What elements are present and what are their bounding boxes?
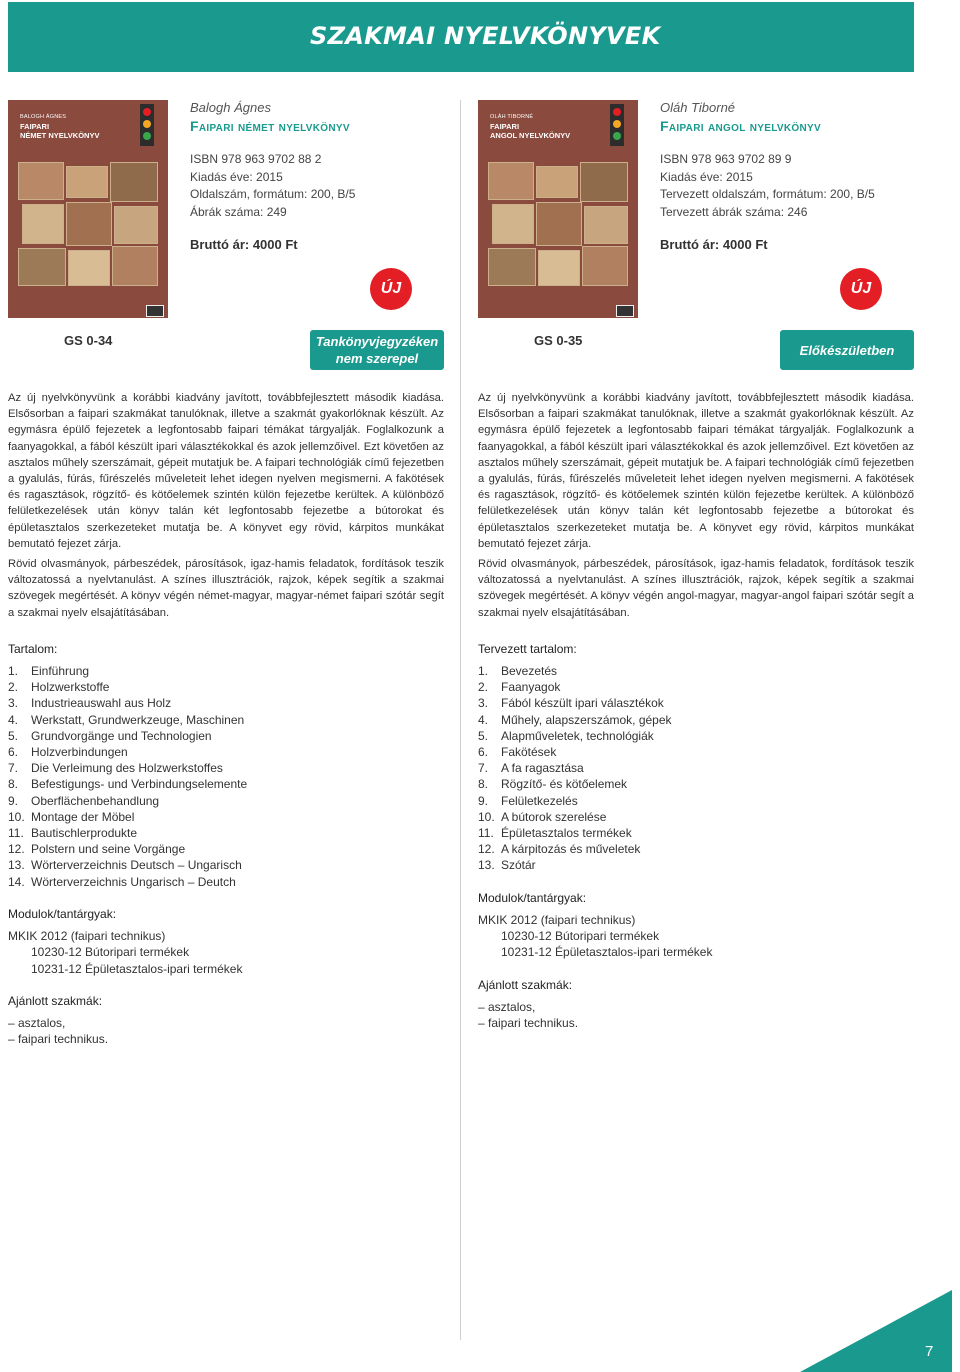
- book-fact: Tervezett ábrák száma: 246: [660, 204, 808, 219]
- toc-item: [478, 776, 914, 792]
- traffic-light-lamp: [143, 120, 151, 128]
- toc-number: 2.: [8, 680, 19, 695]
- cover-photo: [538, 250, 580, 286]
- toc-text: Bevezetés: [501, 664, 558, 679]
- modules-title: Modulok/tantárgyak:: [8, 906, 117, 921]
- toc-item: [8, 825, 444, 841]
- cover-photo: [66, 202, 112, 246]
- book-title: Faipari angol nyelvkönyv: [660, 118, 821, 134]
- toc-text: A kárpitozás és műveletek: [501, 842, 641, 857]
- book-fact: Oldalszám, formátum: 200, B/5: [190, 187, 356, 201]
- toc-number: 1.: [478, 664, 489, 679]
- toc-item: [8, 679, 444, 695]
- toc-number: 9.: [8, 793, 19, 808]
- toc-text: Polstern und seine Vorgänge: [31, 842, 186, 857]
- toc-item: [478, 695, 914, 711]
- cover-photo: [18, 162, 64, 200]
- cover-photo: [22, 204, 64, 244]
- cover-photo: [582, 246, 628, 286]
- description-paragraph: Az új nyelvkönyvünk a korábbi kiadvány javított, továbbfejlesztett második kiadása. Elsősorban a faipari szakmákat tanulóknak, illetve a szakmát gyakorlóknak készült. Az egymásra épülő fejezetek a legfontosabb faipari témákat tárgyalják. Foglalkozunk a faanyagokkal, a fából készült ipari választékokkal és azok jellemzőivel. Ezt követően az asztalos műhely szerszámait, gépeit mutatjuk be. A faipari technológiák című fejezetben a gyalulás, fúrás, fűrészelés műveleteit lehet idegen nyelven megismerni. A fakötések és ragasztások, rögzítő- és kötőelemek szintén külön fejezetbe kerültek. A különböző felületkezelések után könyv talán két legfontosabb fejezetbe a bútorokat és épületasztalos szerkezeteket mutatja be. A könyvet egy rövid, kárpitos munkákat bemutató fejezet zárja.: [478, 392, 914, 550]
- toc-number: 8.: [478, 777, 489, 792]
- page-header: [8, 2, 914, 72]
- publisher-logo: [616, 305, 634, 317]
- toc-text: Holzwerkstoffe: [31, 680, 110, 695]
- toc-item: [8, 760, 444, 776]
- cover-photo: [584, 206, 628, 244]
- module-item: MKIK 2012 (faipari technikus): [478, 912, 636, 927]
- book-description: [8, 390, 444, 1047]
- cover-photo: [488, 162, 534, 200]
- column-divider: [460, 100, 461, 1340]
- cover-author: OLÁH TIBORNÉ: [490, 114, 534, 120]
- toc-text: Industrieauswahl aus Holz: [31, 696, 172, 711]
- book-meta: [660, 100, 918, 252]
- toc-number: 10.: [8, 809, 25, 824]
- cover-title-line: FAIPARI: [490, 122, 520, 131]
- toc-text: Oberflächenbehandlung: [31, 793, 160, 808]
- modules-list: [8, 928, 444, 977]
- toc-item: [478, 760, 914, 776]
- toc-number: 10.: [478, 809, 495, 824]
- new-badge: ÚJ: [370, 268, 412, 310]
- toc-text: Faanyagok: [501, 680, 561, 695]
- toc-item: [8, 841, 444, 857]
- cover-photo: [536, 166, 578, 198]
- book-description: [478, 390, 914, 1031]
- cover-photo: [112, 246, 158, 286]
- toc-number: 11.: [8, 826, 24, 841]
- cover-photo-collage: [18, 162, 158, 286]
- book-fact: Tervezett oldalszám, formátum: 200, B/5: [660, 187, 875, 201]
- traffic-light-lamp: [143, 108, 151, 116]
- page-title: SZAKMAI NYELVKÖNYVEK: [310, 22, 661, 50]
- recommended-item: – asztalos,: [478, 999, 536, 1014]
- traffic-light-lamp: [613, 120, 621, 128]
- book-price: Bruttó ár: 4000 Ft: [660, 237, 768, 252]
- book-meta: [190, 100, 448, 252]
- toc-item: [8, 857, 444, 873]
- modules-list: [478, 912, 914, 961]
- toc-number: 11.: [478, 826, 494, 841]
- toc-item: [478, 712, 914, 728]
- book-facts: [660, 151, 918, 221]
- book-fact: ISBN 978 963 9702 88 2: [190, 152, 322, 166]
- book-facts: [190, 151, 448, 221]
- module-item: 10231-12 Épületasztalos-ipari termékek: [501, 945, 713, 960]
- toc-text: Rögzítő- és kötőelemek: [501, 777, 628, 792]
- toc-number: 7.: [8, 761, 19, 776]
- toc-number: 12.: [8, 842, 25, 857]
- toc-number: 13.: [478, 858, 495, 873]
- toc-text: A bútorok szerelése: [501, 809, 607, 824]
- cover-photo: [536, 202, 582, 246]
- cover-author: BALOGH ÁGNES: [20, 114, 67, 120]
- toc-number: 8.: [8, 777, 19, 792]
- traffic-light-lamp: [613, 108, 621, 116]
- toc-text: Műhely, alapszerszámok, gépek: [501, 712, 672, 727]
- traffic-light-lamp: [143, 132, 151, 140]
- toc-item: [478, 841, 914, 857]
- toc-title: Tartalom:: [8, 641, 58, 656]
- toc-number: 1.: [8, 664, 19, 679]
- toc-number: 9.: [478, 793, 489, 808]
- toc-item: [8, 793, 444, 809]
- modules-title: Modulok/tantárgyak:: [478, 890, 587, 905]
- toc-item: [8, 712, 444, 728]
- toc-item: [478, 857, 914, 873]
- toc-text: Épületasztalos termékek: [501, 826, 632, 841]
- cover-title-line: FAIPARI: [20, 122, 50, 131]
- toc-list: [478, 663, 914, 874]
- traffic-light-lamp: [613, 132, 621, 140]
- publisher-logo: [146, 305, 164, 317]
- module-item: 10231-12 Épületasztalos-ipari termékek: [31, 961, 243, 976]
- toc-number: 3.: [478, 696, 489, 711]
- toc-text: Montage der Möbel: [31, 809, 135, 824]
- new-badge: ÚJ: [840, 268, 882, 310]
- status-line: nem szerepel: [335, 351, 419, 366]
- page-number: 7: [925, 1343, 934, 1360]
- module-item: MKIK 2012 (faipari technikus): [8, 929, 166, 944]
- cover-photo: [110, 162, 158, 202]
- status-badge: [780, 330, 914, 370]
- toc-item: [478, 809, 914, 825]
- toc-text: Fából készült ipari választékok: [501, 696, 664, 711]
- toc-item: [478, 728, 914, 744]
- status-badge: [310, 330, 444, 370]
- toc-item: [478, 825, 914, 841]
- toc-text: Wörterverzeichnis Ungarisch – Deutch: [31, 874, 236, 889]
- cover-photo-collage: [488, 162, 628, 286]
- book-fact: Kiadás éve: 2015: [660, 169, 753, 184]
- toc-list: [8, 663, 444, 890]
- book-fact: Kiadás éve: 2015: [190, 169, 283, 184]
- book-code: GS 0-35: [534, 333, 583, 348]
- cover-photo: [68, 250, 110, 286]
- toc-number: 4.: [478, 712, 489, 727]
- book-cover[interactable]: [8, 100, 168, 318]
- toc-number: 3.: [8, 696, 19, 711]
- module-item: 10230-12 Bútoripari termékek: [501, 929, 660, 944]
- toc-item: [8, 776, 444, 792]
- toc-item: [8, 663, 444, 679]
- module-item: 10230-12 Bútoripari termékek: [31, 945, 190, 960]
- status-line: Tankönyvjegyzéken: [315, 334, 439, 349]
- recommended-item: – faipari technikus.: [8, 1032, 109, 1047]
- cover-title-line: ANGOL NYELVKÖNYV: [490, 131, 571, 140]
- toc-text: Holzverbindungen: [31, 745, 128, 760]
- toc-number: 13.: [8, 858, 25, 873]
- toc-text: Fakötések: [501, 745, 557, 760]
- toc-text: Wörterverzeichnis Deutsch – Ungarisch: [31, 858, 242, 873]
- book-price: Bruttó ár: 4000 Ft: [190, 237, 298, 252]
- cover-photo: [488, 248, 536, 286]
- toc-text: Die Verleimung des Holzwerkstoffes: [31, 761, 223, 776]
- toc-title: Tervezett tartalom:: [478, 641, 577, 656]
- cover-photo: [66, 166, 108, 198]
- book-title: Faipari német nyelvkönyv: [190, 118, 350, 134]
- toc-text: Alapműveletek, technológiák: [501, 728, 654, 743]
- toc-number: 6.: [8, 745, 19, 760]
- cover-photo: [18, 248, 66, 286]
- toc-item: [8, 744, 444, 760]
- toc-text: Befestigungs- und Verbindungselemente: [31, 777, 248, 792]
- book-code: GS 0-34: [64, 333, 113, 348]
- book-cover[interactable]: [478, 100, 638, 318]
- toc-text: Szótár: [501, 858, 536, 873]
- recommended-title: Ajánlott szakmák:: [478, 977, 573, 992]
- toc-number: 4.: [8, 712, 19, 727]
- toc-item: [8, 809, 444, 825]
- toc-number: 5.: [8, 728, 19, 743]
- toc-item: [478, 679, 914, 695]
- toc-number: 5.: [478, 728, 489, 743]
- toc-item: [8, 728, 444, 744]
- description-paragraph: Rövid olvasmányok, párbeszédek, párosítások, igaz-hamis feladatok, fordítások teszik változatossá a nyelvtanulást. A színes illusztrációk, rajzok, képek segítik a szakmai szövegek megértését. A könyv végén német-magyar, magyar-német faipari szótár segít a szakmai nyelv elsajátításában.: [8, 558, 444, 619]
- cover-title: [490, 122, 570, 140]
- toc-text: Felületkezelés: [501, 793, 578, 808]
- toc-number: 7.: [478, 761, 489, 776]
- description-paragraph: Rövid olvasmányok, párbeszédek, párosítások, igaz-hamis feladatok, fordítások teszik változatossá a nyelvtanulást. A színes illusztrációk, rajzok, képek segítik a szakmai szövegek megértését. A könyv végén angol-magyar, magyar-angol faipari szótár segít a szakmai nyelv elsajátításában.: [478, 558, 914, 619]
- recommended-list: [478, 999, 914, 1031]
- toc-item: [478, 744, 914, 760]
- book-author: Oláh Tiborné: [660, 100, 736, 115]
- toc-item: [8, 874, 444, 890]
- cover-title-line: NÉMET NYELVKÖNYV: [20, 131, 100, 140]
- toc-text: Grundvorgänge und Technologien: [31, 728, 212, 743]
- toc-number: 6.: [478, 745, 489, 760]
- toc-number: 14.: [8, 874, 25, 889]
- status-line: Előkészületben: [799, 342, 895, 358]
- recommended-item: – asztalos,: [8, 1015, 66, 1030]
- book-fact: ISBN 978 963 9702 89 9: [660, 152, 792, 166]
- cover-title: [20, 122, 99, 140]
- toc-text: A fa ragasztása: [501, 761, 584, 776]
- toc-item: [8, 695, 444, 711]
- recommended-list: [8, 1015, 444, 1047]
- cover-photo: [580, 162, 628, 202]
- cover-photo: [492, 204, 534, 244]
- book-author: Balogh Ágnes: [190, 100, 271, 115]
- toc-item: [478, 663, 914, 679]
- toc-text: Einführung: [31, 664, 90, 679]
- description-paragraph: Az új nyelvkönyvünk a korábbi kiadvány javított, továbbfejlesztett második kiadása. Elsősorban a faipari szakmákat tanulóknak, illetve a szakmát gyakorlóknak készült. Az egymásra épülő fejezetek a legfontosabb faipari témákat tárgyalják. Foglalkozunk a faanyagokkal, a fából készült ipari választékokkal és azok jellemzőivel. Ezt követően az asztalos műhely szerszámait, gépeit mutatjuk be. A faipari technológiák című fejezetben a gyalulás, fúrás, fűrészelés műveleteit lehet idegen nyelven megismerni. A fakötések és ragasztások, rögzítő- és kötőelemek szintén külön fejezetbe kerültek. A különböző felületkezelések után könyv talán két legfontosabb fejezetbe a bútorokat és épületasztalos szerkezeteket mutatja be. A könyvet egy rövid, kárpitos munkákat bemutató fejezet zárja.: [8, 392, 444, 550]
- book-column: [8, 100, 448, 1350]
- traffic-light-icon: [610, 104, 624, 146]
- book-fact: Ábrák száma: 249: [190, 204, 287, 219]
- traffic-light-icon: [140, 104, 154, 146]
- toc-number: 12.: [478, 842, 495, 857]
- toc-number: 2.: [478, 680, 489, 695]
- recommended-title: Ajánlott szakmák:: [8, 993, 103, 1008]
- toc-text: Werkstatt, Grundwerkzeuge, Maschinen: [31, 712, 245, 727]
- book-column: [478, 100, 918, 1350]
- toc-text: Bautischlerprodukte: [31, 826, 138, 841]
- recommended-item: – faipari technikus.: [478, 1015, 579, 1030]
- toc-item: [478, 793, 914, 809]
- cover-photo: [114, 206, 158, 244]
